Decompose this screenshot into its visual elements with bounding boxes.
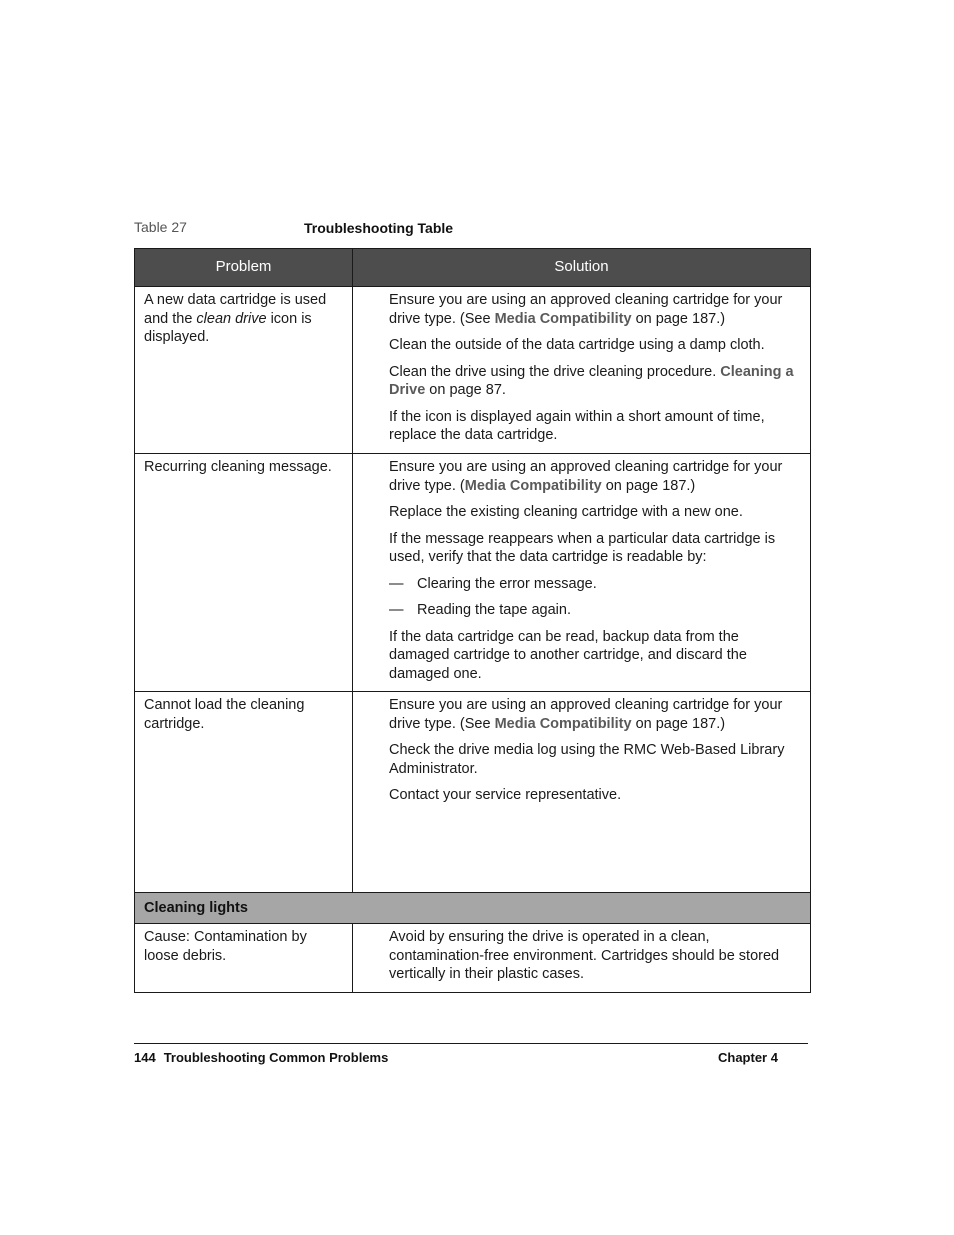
solution-cell [353, 924, 811, 993]
solution-item: Ensure you are using an approved cleaning cartridge for your drive type. (Media Compatibility on page 187.) [389, 459, 783, 494]
troubleshooting-table [134, 248, 811, 993]
solution-item: If the message reappears when a particular data cartridge is used, verify that the data cartridge is readable by: [389, 530, 776, 565]
solution-item: Check the drive media log using the RMC Web-Based Library Administrator. [389, 742, 785, 777]
cleaning-a-drive-link[interactable]: Cleaning a Drive [389, 363, 794, 398]
solution-item: If the data cartridge can be read, backup data from the damaged cartridge to another cartridge, and discard the damaged one. [389, 628, 747, 682]
table-row [135, 454, 811, 692]
table-row [135, 692, 811, 893]
clean-drive-term: clean drive [196, 310, 267, 327]
solution-item: Contact your service representative. [389, 787, 622, 803]
table-row [135, 287, 811, 454]
table-caption [134, 219, 810, 239]
solution-item: Ensure you are using an approved cleaning cartridge for your drive type. (See Media Compatibility on page 187.) [389, 292, 783, 327]
dash-bullet: — [389, 575, 404, 592]
dash-list-item: — Reading the tape again. [389, 602, 571, 618]
table-number: Table 27 [134, 219, 187, 235]
problem-cell: Cause: Contamination by loose debris. [135, 924, 353, 993]
solution-item: Ensure you are using an approved cleaning cartridge for your drive type. (See Media Compatibility on page 187.) [389, 697, 783, 732]
header-problem: Problem [135, 249, 353, 287]
solution-cell [353, 692, 811, 893]
section-heading: Cleaning lights [135, 893, 811, 924]
table-row [135, 924, 811, 993]
table-header-row [135, 249, 811, 287]
dash-list-item: — Clearing the error message. [389, 575, 597, 592]
solution-item: Clean the drive using the drive cleaning procedure. Cleaning a Drive on page 87. [389, 363, 794, 398]
solution-item: Clean the outside of the data cartridge using a damp cloth. [389, 337, 765, 353]
footer-chapter: Chapter 4 [718, 1050, 778, 1065]
footer-section-title: Troubleshooting Common Problems [163, 1050, 389, 1065]
problem-cell: Recurring cleaning message. [135, 454, 353, 692]
problem-cell: Cannot load the cleaning cartridge. [135, 692, 353, 893]
footer-divider [134, 1043, 808, 1044]
media-compatibility-link[interactable]: Media Compatibility [494, 310, 632, 327]
footer-left [134, 1050, 388, 1065]
solution-item: Avoid by ensuring the drive is operated in a clean, contamination-free environment. Cartridges should be stored vertically in their plastic cases. [389, 929, 780, 982]
section-heading-row [135, 893, 811, 924]
table-title: Troubleshooting Table [304, 220, 454, 236]
solution-cell [353, 287, 811, 454]
solution-cell [353, 454, 811, 692]
header-solution: Solution [353, 249, 811, 287]
media-compatibility-link[interactable]: Media Compatibility [464, 477, 602, 494]
media-compatibility-link[interactable]: Media Compatibility [494, 715, 632, 732]
page-number: 144 [134, 1050, 156, 1065]
dash-bullet: — [389, 602, 404, 618]
solution-item: If the icon is displayed again within a short amount of time, replace the data cartridge. [389, 408, 765, 443]
solution-item: Replace the existing cleaning cartridge with a new one. [389, 504, 743, 520]
problem-cell: A new data cartridge is used and the clean drive icon is displayed. [135, 287, 353, 454]
